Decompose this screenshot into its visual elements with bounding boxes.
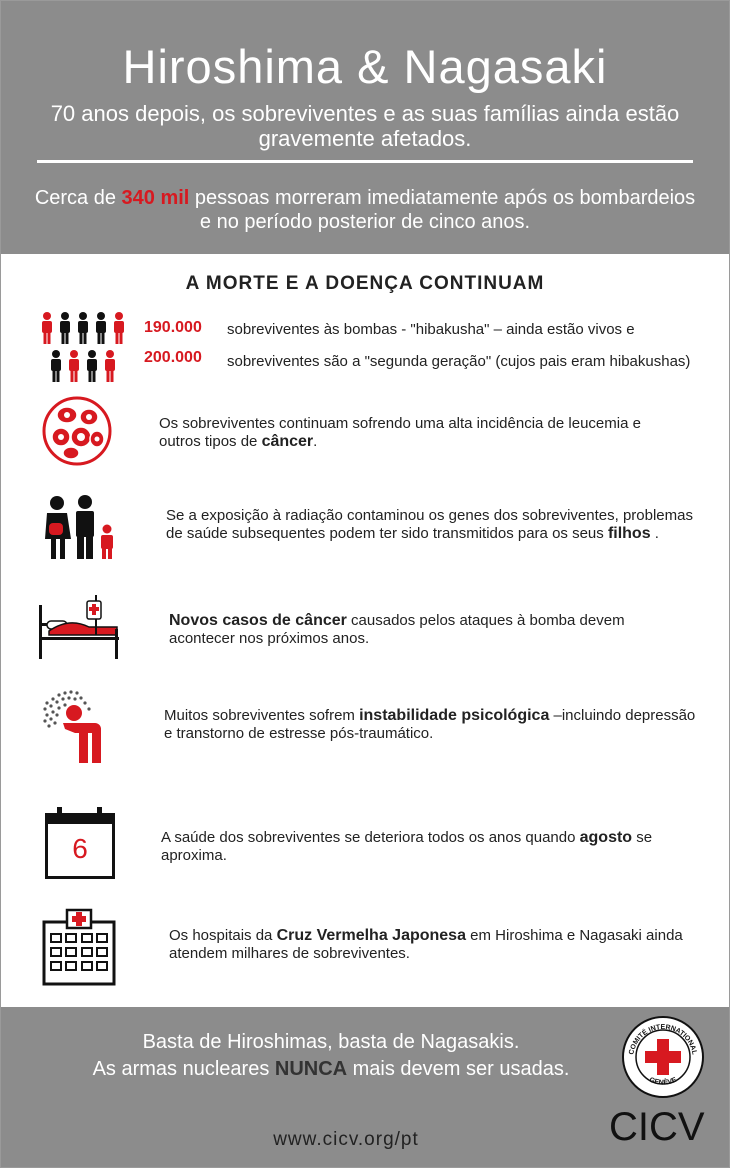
deaths-number: 340 mil [121, 187, 190, 209]
deaths-after: pessoas morreram imediatamente após os bombardeios e no período posterior de cinco anos. [189, 187, 696, 233]
slogan [21, 1029, 641, 1083]
new-cancer-bold: Novos casos de câncer [169, 612, 347, 629]
slogan-line2 [21, 1056, 641, 1083]
hospitals-after: em Hiroshima e Nagasaki ainda atendem milhares de sobreviventes. [169, 927, 683, 962]
svg-text:GENÈVE: GENÈVE [648, 1076, 678, 1087]
hospitals-main: Os hospitais da [169, 927, 277, 944]
hospital-building-icon [41, 908, 117, 986]
people-icon [41, 311, 131, 383]
survivors-number: 190.000 [144, 319, 202, 336]
new-cancer-main: causados pelos ataques à bomba devem acontecer nos próximos anos. [169, 612, 625, 647]
leukemia-text [159, 415, 679, 451]
calendar-day: 6 [72, 833, 88, 864]
deaths-before: Cerca de [34, 187, 122, 209]
distressed-person-icon [41, 689, 111, 765]
org-logo-text: CICV [609, 1105, 705, 1149]
section-title: A MORTE E A DOENÇA CONTINUAM [185, 273, 545, 294]
august-after: se aproxima. [161, 829, 653, 864]
subtitle: 70 anos depois, os sobreviventes e as suas famílias ainda estão gravemente afetados. [50, 101, 680, 151]
page-title: Hiroshima & Nagasaki [122, 40, 608, 93]
header-band [1, 1, 729, 254]
psych-after: –incluindo depressão e transtorno de estresse pós-traumático. [164, 707, 696, 742]
footer-band [1, 1007, 729, 1167]
divider [37, 160, 693, 163]
website-link[interactable]: www.cicv.org/pt [273, 1129, 419, 1150]
slogan-never: NUNCA [274, 1058, 348, 1080]
slogan-after: mais devem ser usadas. [347, 1058, 570, 1080]
family-icon [41, 495, 119, 561]
psych-bold: instabilidade psicológica [359, 707, 550, 724]
hospitals-text [169, 927, 689, 963]
psych-main: Muitos sobreviventes sofrem [164, 707, 360, 724]
genes-bold: filhos [607, 525, 651, 542]
leukemia-bold: câncer [261, 433, 314, 450]
slogan-line1: Basta de Hiroshimas, basta de Nagasakis. [142, 1031, 520, 1053]
august-main: A saúde dos sobreviventes se deteriora todos os anos quando [161, 829, 580, 846]
second-gen-text: sobreviventes são a "segunda geração" (cujos pais eram hibakushas) [227, 353, 691, 370]
calendar-icon [45, 807, 115, 877]
survivors-text: sobreviventes às bombas - "hibakusha" – ainda estão vivos e [227, 321, 635, 338]
second-gen-number: 200.000 [144, 349, 202, 366]
genes-text [166, 507, 706, 543]
hospitals-bold: Cruz Vermelha Japonesa [276, 927, 466, 944]
hospital-bed-icon [37, 593, 123, 661]
august-text [161, 829, 701, 865]
genes-after: . [650, 525, 659, 542]
psych-text [164, 707, 704, 743]
blood-cells-icon [41, 395, 113, 467]
august-bold: agosto [579, 829, 633, 846]
leukemia-main: Os sobreviventes continuam sofrendo uma alta incidência de leucemia e outros tipos de [159, 415, 641, 450]
slogan-before: As armas nucleares [92, 1058, 275, 1080]
icrc-emblem-icon [621, 1015, 705, 1099]
deaths-statement [31, 186, 699, 234]
new-cancer-text [169, 612, 689, 648]
leukemia-after: . [313, 433, 318, 450]
svg-text:COMITÉ INTERNATIONAL: COMITÉ INTERNATIONAL [628, 1023, 698, 1056]
genes-main: Se a exposição à radiação contaminou os genes dos sobreviventes, problemas de saúde subsequentes podem ter sido transmitidos para os seus [166, 507, 693, 542]
